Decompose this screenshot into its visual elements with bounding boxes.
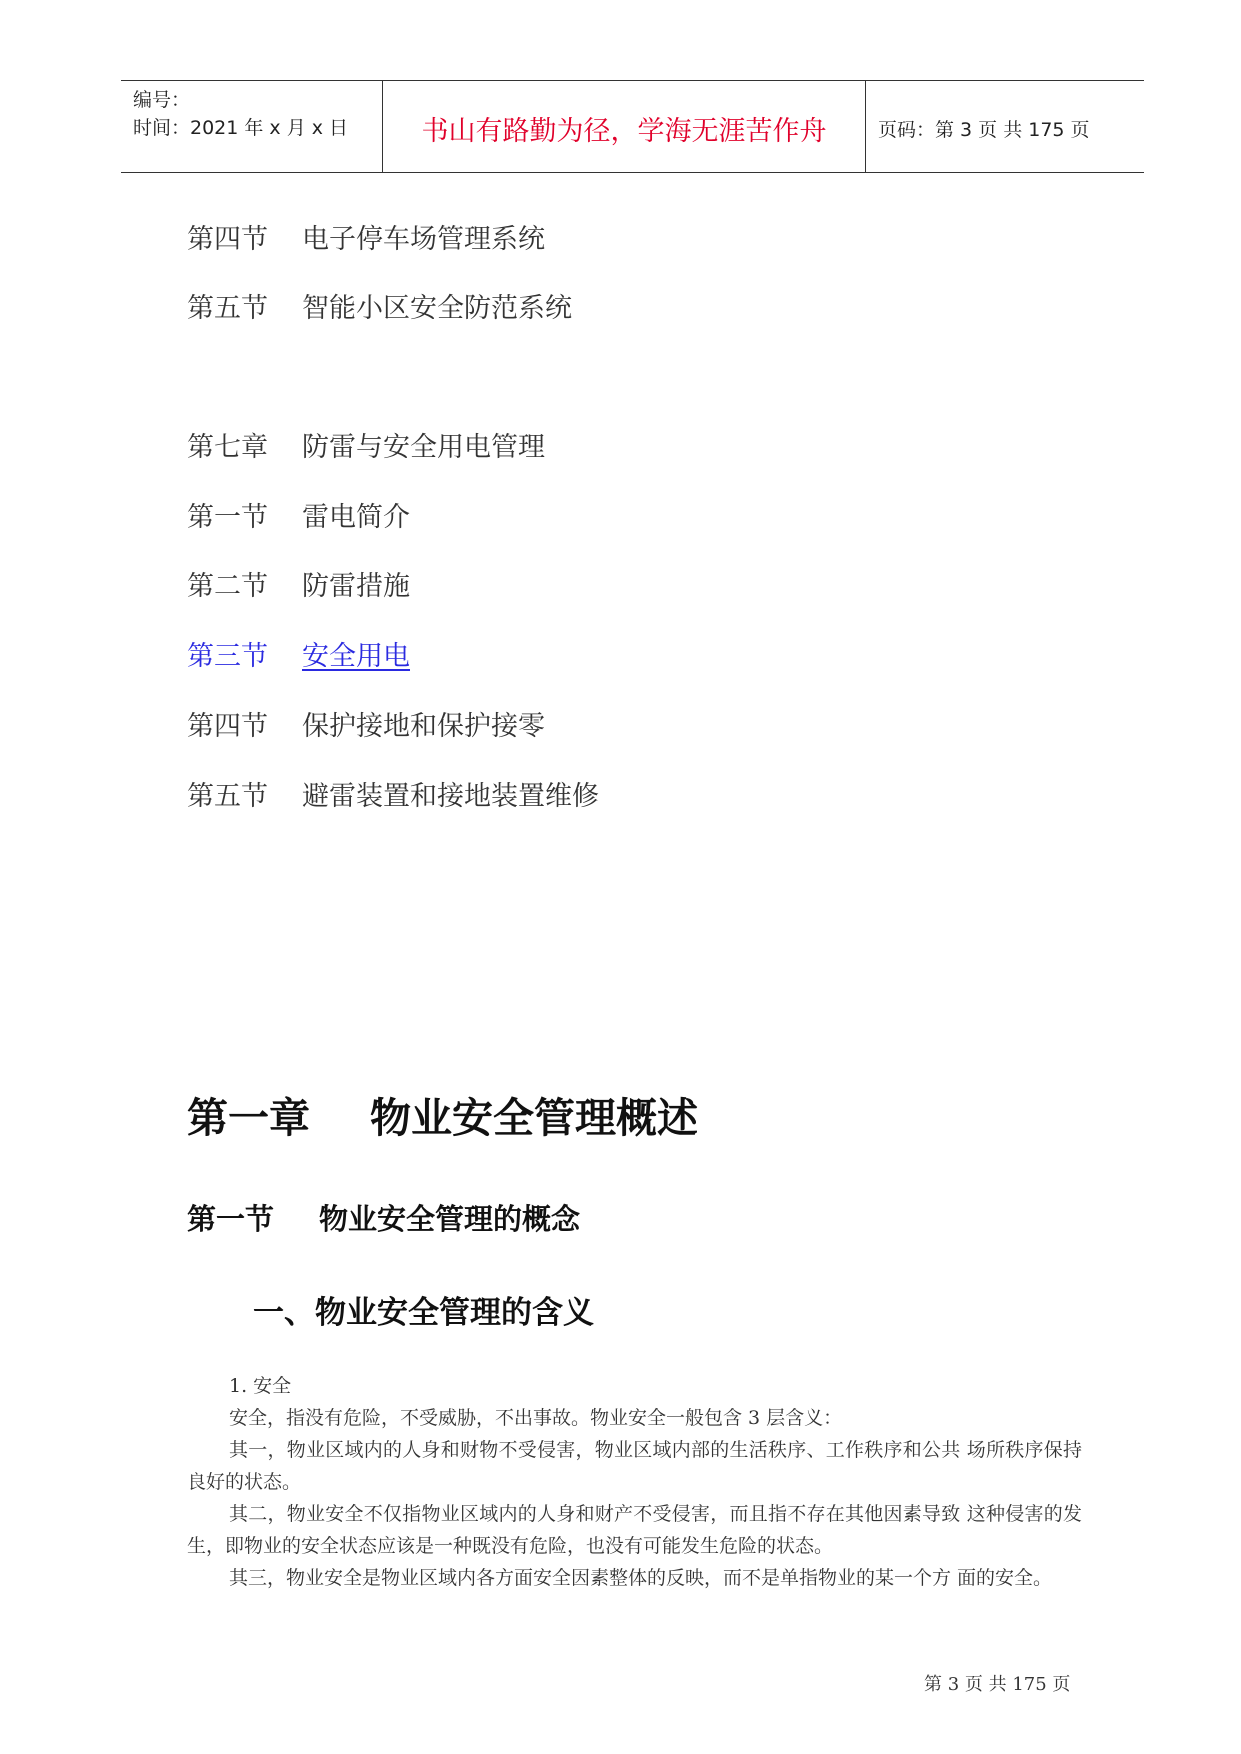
page-footer: 第 3 页 共 175 页 [924, 1674, 1071, 1695]
toc-entry [187, 286, 572, 325]
toc-link-safe-electricity[interactable] [187, 634, 410, 673]
toc-entry-number: 第五节 [187, 293, 268, 324]
chapter-number: 第一章 [187, 1094, 310, 1142]
toc-entry-title: 智能小区安全防范系统 [302, 293, 572, 324]
toc-entry [187, 564, 410, 603]
toc-entry-title: 电子停车场管理系统 [302, 224, 545, 255]
toc-entry-title: 安全用电 [302, 641, 410, 672]
toc-entry-number: 第一节 [187, 502, 268, 533]
header-center-cell [382, 81, 866, 172]
toc-entry-number: 第七章 [187, 432, 268, 463]
subsection-heading: 一、物业安全管理的含义 [253, 1295, 594, 1331]
paragraph: 其三，物业安全是物业区域内各方面安全因素整体的反映，而不是单指物业的某一个方 面的安全。 [229, 1567, 1053, 1589]
toc-entry-title: 避雷装置和接地装置维修 [302, 781, 599, 812]
toc-entry [187, 217, 545, 256]
chapter-title: 物业安全管理概述 [370, 1094, 698, 1142]
chapter-heading [187, 1085, 698, 1144]
toc-entry-title: 保护接地和保护接零 [302, 711, 545, 742]
section-heading [187, 1197, 580, 1238]
toc-entry-number: 第四节 [187, 711, 268, 742]
toc-entry-number: 第二节 [187, 571, 268, 602]
page-header [121, 80, 1144, 173]
toc-entry-title: 防雷与安全用电管理 [302, 432, 545, 463]
paragraph: 安全，指没有危险，不受威胁，不出事故。物业安全一般包含 3 层含义： [229, 1407, 843, 1429]
header-motto: 书山有路勤为径，学海无涯苦作舟 [421, 116, 827, 147]
header-right-cell [866, 81, 1144, 172]
toc-entry-number: 第三节 [187, 641, 268, 672]
toc-entry-title: 防雷措施 [302, 571, 410, 602]
section-number: 第一节 [187, 1202, 275, 1236]
header-page-label: 页码：第 3 页 共 175 页 [878, 119, 1090, 141]
toc-entry-title: 雷电简介 [302, 502, 410, 533]
toc-entry [187, 774, 599, 813]
toc-entry [187, 425, 545, 464]
toc-entry-number: 第五节 [187, 781, 268, 812]
header-number-label: 编号： [133, 89, 191, 111]
toc-entry [187, 495, 410, 534]
header-left-cell [121, 81, 382, 172]
toc-entry-number: 第四节 [187, 224, 268, 255]
body-text [187, 1370, 1082, 1594]
paragraph: 1. 安全 [229, 1375, 292, 1397]
paragraph: 其二，物业安全不仅指物业区域内的人身和财产不受侵害，而且指不存在其他因素导致 这种侵害的发生，即物业的安全状态应该是一种既没有危险，也没有可能发生危险的状态。 [187, 1503, 1082, 1557]
header-time-label: 时间：2021 年 x 月 x 日 [133, 117, 349, 139]
toc-entry [187, 704, 545, 743]
paragraph: 其一，物业区域内的人身和财物不受侵害，物业区域内部的生活秩序、工作秩序和公共 场所秩序保持良好的状态。 [187, 1439, 1082, 1493]
section-title: 物业安全管理的概念 [319, 1202, 581, 1236]
